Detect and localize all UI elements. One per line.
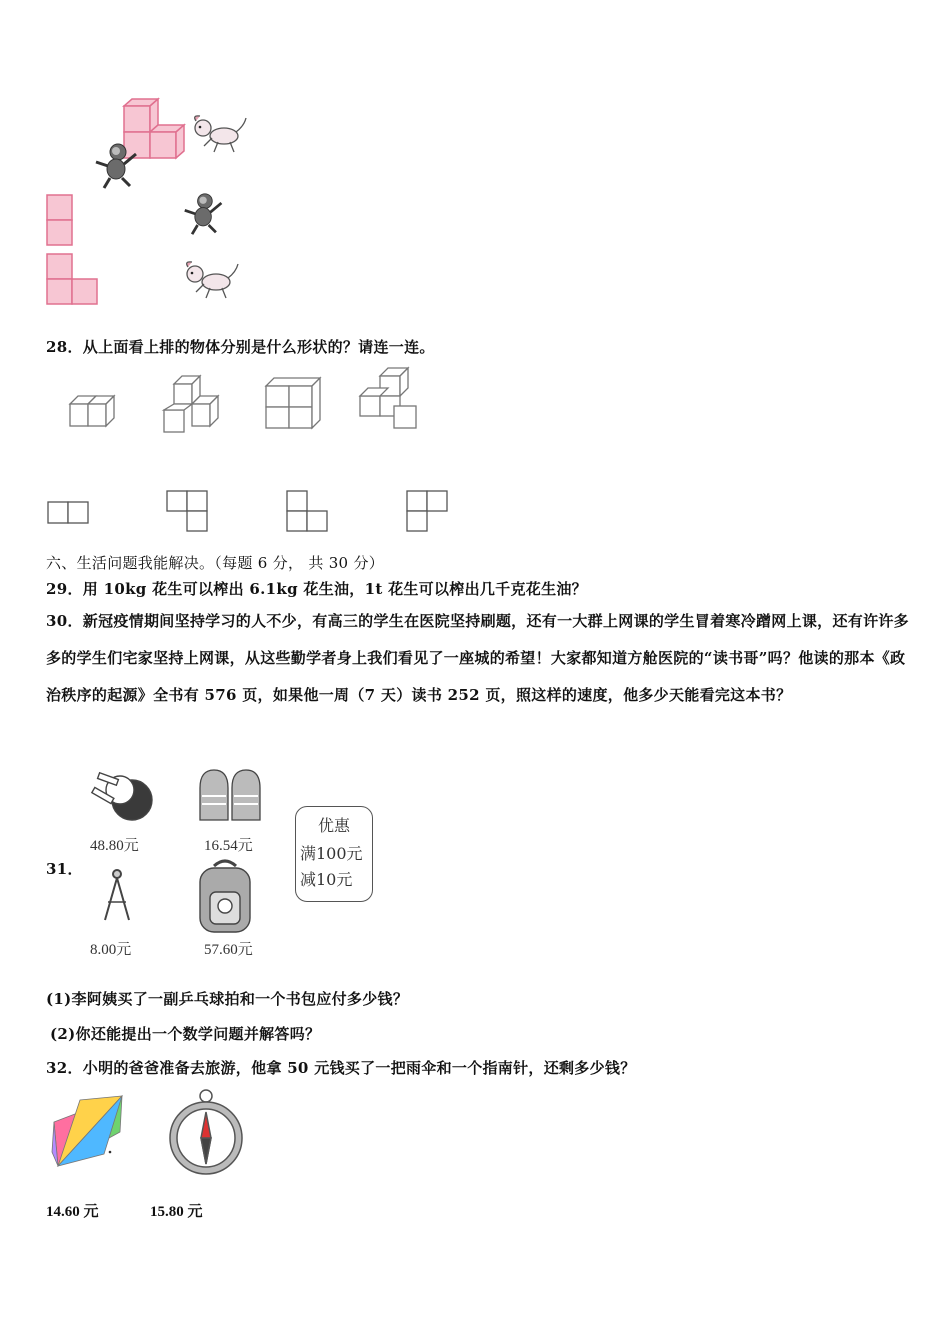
question-29: 29．用 10kg 花生可以榨出 6.1kg 花生油，1t 花生可以榨出几千克花生油？ — [46, 580, 587, 598]
cube-object-4 — [358, 366, 424, 432]
ping-pong-paddle-icon — [90, 768, 156, 824]
gloves-icon — [196, 768, 264, 826]
gloves-price: 16.54元 — [204, 838, 253, 854]
promo-threshold: 满100元 — [300, 844, 363, 863]
promo-discount: 减10元 — [300, 870, 353, 889]
promo-title: 优惠 — [317, 816, 350, 835]
compass-icon — [100, 868, 134, 926]
question-31-part-2: (2)你还能提出一个数学问题并解答吗？ — [50, 1025, 321, 1043]
question-31-number: 31． — [46, 860, 83, 878]
backpack-icon — [196, 858, 254, 934]
cube-object-2 — [162, 374, 226, 434]
dog-icon-option — [182, 260, 240, 302]
compass-instrument-icon — [166, 1088, 246, 1178]
question-28: 28．从上面看上排的物体分别是什么形状的？请连一连。 — [46, 338, 435, 356]
section-heading: 六、生活问题我能解决。（每题 6 分， 共 30 分） — [46, 554, 385, 572]
paddle-price: 48.80元 — [90, 838, 139, 854]
dog-icon — [190, 114, 248, 156]
top-view-shape-4 — [406, 490, 452, 536]
compass-instrument-price: 15.80 元 — [150, 1204, 203, 1220]
monkey-icon — [94, 142, 140, 190]
question-30: 30．新冠疫情期间坚持学习的人不少，有高三的学生在医院坚持刷题，还有一大群上网课的学生冒着寒冷蹭网上课，还有许许多多的学生们宅家坚持上网课，从这些勤学者身上我们看见了一座城的希望！大家都知道方舱医院的“读书哥”吗？他读的那本《政治秩序的起源》全书有 576 页，如果他一周（7 天）读书 252 页，照这样的速度，他多少天能看完这本书？ — [46, 612, 909, 704]
front-view-shape-l — [46, 253, 100, 305]
backpack-price: 57.60元 — [204, 942, 253, 958]
promo-box — [295, 806, 373, 902]
question-31-part-1: (1)李阿姨买了一副乒乓球拍和一个书包应付多少钱？ — [46, 990, 409, 1008]
monkey-icon-option — [182, 192, 226, 236]
umbrella-price: 14.60 元 — [46, 1204, 99, 1220]
top-view-shape-3 — [286, 490, 332, 536]
cube-object-1 — [68, 394, 124, 430]
front-view-shape-vertical — [46, 194, 74, 246]
top-view-shape-1 — [47, 501, 91, 525]
compass-price: 8.00元 — [90, 942, 132, 958]
cube-object-3 — [264, 376, 322, 432]
question-32: 32．小明的爸爸准备去旅游，他拿 50 元钱买了一把雨伞和一个指南针，还剩多少钱？ — [46, 1059, 636, 1077]
top-view-shape-2 — [166, 490, 212, 536]
umbrella-icon — [50, 1092, 128, 1170]
